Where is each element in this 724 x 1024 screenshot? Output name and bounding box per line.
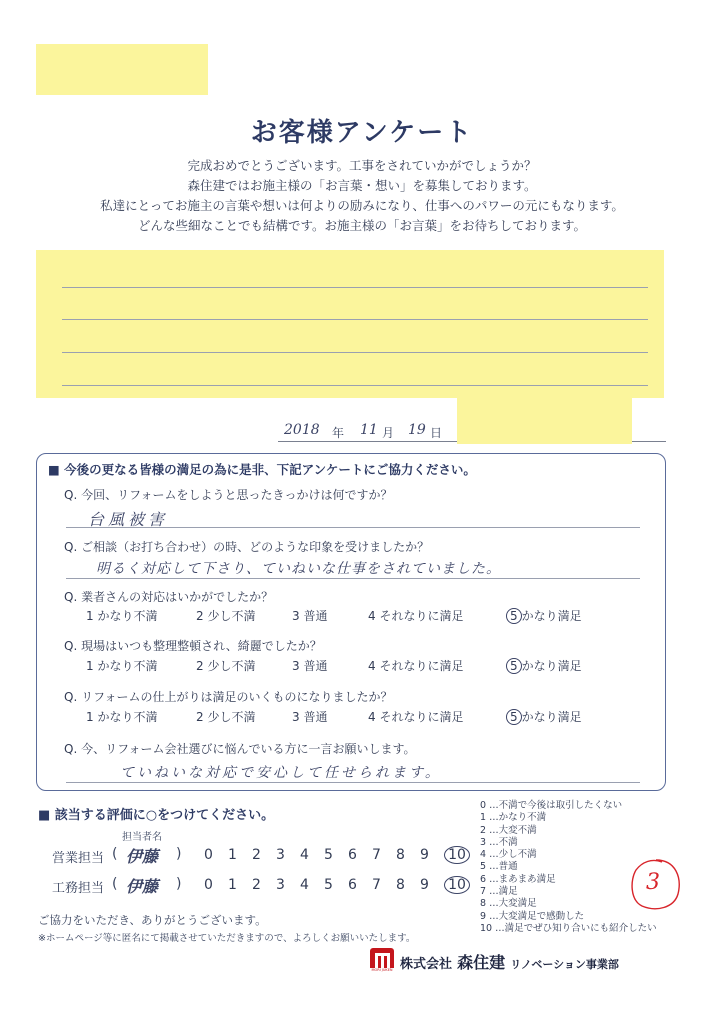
- score-10-selected[interactable]: 10: [444, 846, 470, 864]
- option-4[interactable]: 4 それなりに満足: [368, 609, 464, 623]
- name-paren-open: (: [112, 876, 118, 892]
- score-7[interactable]: 7: [372, 847, 381, 863]
- answer-line-1: [66, 527, 640, 528]
- legend-item-1: 1 …かなり不満: [480, 812, 547, 824]
- handwritten-score-stamp: [626, 856, 684, 914]
- comment-line: [62, 319, 648, 320]
- survey-heading: ■ 今後の更なる皆様の満足の為に是非、下記アンケートにご協力ください。: [48, 462, 476, 477]
- staff-name: 伊藤: [126, 847, 159, 866]
- legend-item-2: 2 …大変不満: [480, 824, 537, 836]
- legend-item-3: 3 …不満: [480, 836, 518, 848]
- intro-line-1: 完成おめでとうございます。工事をされていかがでしょうか？: [187, 158, 537, 173]
- question-4: Q. 現場はいつも整理整頓され、綺麗でしたか？: [64, 639, 322, 653]
- comment-box-redacted: [36, 250, 664, 398]
- option-4[interactable]: 4 それなりに満足: [368, 659, 464, 673]
- date-year: 2018: [284, 422, 320, 438]
- company-name: [400, 950, 619, 973]
- comment-line: [62, 385, 648, 386]
- score-9[interactable]: 9: [420, 877, 429, 893]
- option-2[interactable]: 2 少し不満: [196, 659, 256, 673]
- rating-row-sales: [52, 842, 472, 870]
- legend-item-9: 9 …大変満足で感動した: [480, 910, 585, 922]
- legend-item-6: 6 …まあまあ満足: [480, 873, 556, 885]
- answer-line-2: [66, 578, 640, 579]
- logo-text: MORI JUKEN: [371, 968, 393, 972]
- redaction-block-top: [36, 44, 208, 95]
- answer-line-6: [66, 782, 640, 783]
- redaction-block-name: [457, 393, 632, 444]
- publication-note: ※ホームページ等に匿名にて掲載させていただきますので、よろしくお願いいたします。: [38, 933, 416, 944]
- legend-item-0: 0 …不満で今後は取引したくない: [480, 800, 623, 811]
- rating-options-q4: [86, 657, 606, 674]
- date-month-unit: 月: [382, 426, 395, 440]
- question-2: Q. ご相談（お打ち合わせ）の時、どのような印象を受けましたか？: [64, 540, 430, 554]
- date-month: 11: [360, 422, 378, 438]
- date-day: 19: [408, 422, 426, 438]
- option-5-selected[interactable]: 5 かなり満足: [506, 607, 606, 624]
- legend-item-10: 10 …満足でぜひ知り合いにも紹介したい: [480, 922, 657, 934]
- score-digits: [204, 876, 470, 894]
- intro-line-4: どんな些細なことでも結構です。お施主様の「お言葉」をお待ちしております。: [137, 218, 586, 233]
- name-paren-close: ): [176, 876, 182, 892]
- option-3[interactable]: 3 普通: [292, 659, 328, 673]
- score-3[interactable]: 3: [276, 877, 285, 893]
- legend-item-7: 7 …満足: [480, 886, 518, 898]
- company-logo: [370, 948, 394, 974]
- question-5: Q. リフォームの仕上がりは満足のいくものになりましたか？: [64, 690, 393, 704]
- option-5-selected[interactable]: 5 かなり満足: [506, 708, 606, 725]
- rating-options-q5: [86, 708, 606, 725]
- score-8[interactable]: 8: [396, 877, 405, 893]
- legend-item-4: 4 …少し不満: [480, 849, 537, 861]
- score-3[interactable]: 3: [276, 847, 285, 863]
- name-paren-close: ): [176, 846, 182, 862]
- score-5[interactable]: 5: [324, 847, 333, 863]
- score-4[interactable]: 4: [300, 847, 309, 863]
- question-6: Q. 今、リフォーム会社選びに悩んでいる方に一言お願いします。: [64, 742, 416, 756]
- score-digits: [204, 846, 470, 864]
- company-main: 森住建: [457, 953, 506, 972]
- rating-row-construction: [52, 872, 472, 900]
- score-5[interactable]: 5: [324, 877, 333, 893]
- intro-line-3: 私達にとってお施主の言葉や想いは何よりの励みになり、仕事へのパワーの元にもなります。: [100, 198, 624, 213]
- score-10-selected[interactable]: 10: [444, 876, 470, 894]
- score-2[interactable]: 2: [252, 877, 261, 893]
- option-5-selected[interactable]: 5 かなり満足: [506, 657, 606, 674]
- score-0[interactable]: 0: [204, 847, 213, 863]
- rating-heading: ■ 該当する評価に○をつけてください。: [38, 808, 275, 823]
- company-division: リノベーション事業部: [510, 958, 619, 971]
- role-label: 営業担当: [52, 851, 105, 866]
- name-paren-open: (: [112, 846, 118, 862]
- answer-1: 台風被害: [88, 510, 169, 529]
- option-2[interactable]: 2 少し不満: [196, 609, 256, 623]
- date-year-unit: 年: [332, 426, 345, 440]
- intro-line-2: 森住建ではお施主様の「お言葉・想い」を募集しております。: [187, 178, 537, 193]
- comment-line: [62, 287, 648, 288]
- option-3[interactable]: 3 普通: [292, 710, 328, 724]
- score-8[interactable]: 8: [396, 847, 405, 863]
- staff-label: 担当者名: [122, 832, 162, 843]
- page-title: お客様アンケート: [250, 118, 474, 148]
- staff-name: 伊藤: [126, 877, 159, 896]
- question-1: Q. 今回、リフォームをしようと思ったきっかけは何ですか？: [64, 488, 393, 502]
- score-9[interactable]: 9: [420, 847, 429, 863]
- score-6[interactable]: 6: [348, 877, 357, 893]
- comment-line: [62, 352, 648, 353]
- score-1[interactable]: 1: [228, 847, 237, 863]
- company-prefix: 株式会社: [400, 957, 453, 972]
- thanks-text: ご協力をいただき、ありがとうございます。: [38, 913, 267, 927]
- score-6[interactable]: 6: [348, 847, 357, 863]
- answer-2: 明るく対応して下さり、ていねいな仕事をされていました。: [96, 561, 501, 577]
- rating-options-q3: [86, 607, 606, 624]
- score-2[interactable]: 2: [252, 847, 261, 863]
- option-1[interactable]: 1 かなり不満: [86, 609, 158, 623]
- option-1[interactable]: 1 かなり不満: [86, 710, 158, 724]
- score-1[interactable]: 1: [228, 877, 237, 893]
- legend-item-8: 8 …大変満足: [480, 898, 537, 910]
- stamp-score: 3: [646, 870, 660, 895]
- answer-6: ていねいな対応で安心して任せられます。: [120, 765, 442, 781]
- score-0[interactable]: 0: [204, 877, 213, 893]
- option-3[interactable]: 3 普通: [292, 609, 328, 623]
- question-3: Q. 業者さんの対応はいかがでしたか？: [64, 590, 274, 604]
- logo-mark-icon: [370, 948, 394, 968]
- option-2[interactable]: 2 少し不満: [196, 710, 256, 724]
- score-4[interactable]: 4: [300, 877, 309, 893]
- option-1[interactable]: 1 かなり不満: [86, 659, 158, 673]
- legend-item-5: 5 …普通: [480, 861, 518, 873]
- date-day-unit: 日: [430, 426, 443, 440]
- option-4[interactable]: 4 それなりに満足: [368, 710, 464, 724]
- score-7[interactable]: 7: [372, 877, 381, 893]
- role-label: 工務担当: [52, 881, 105, 896]
